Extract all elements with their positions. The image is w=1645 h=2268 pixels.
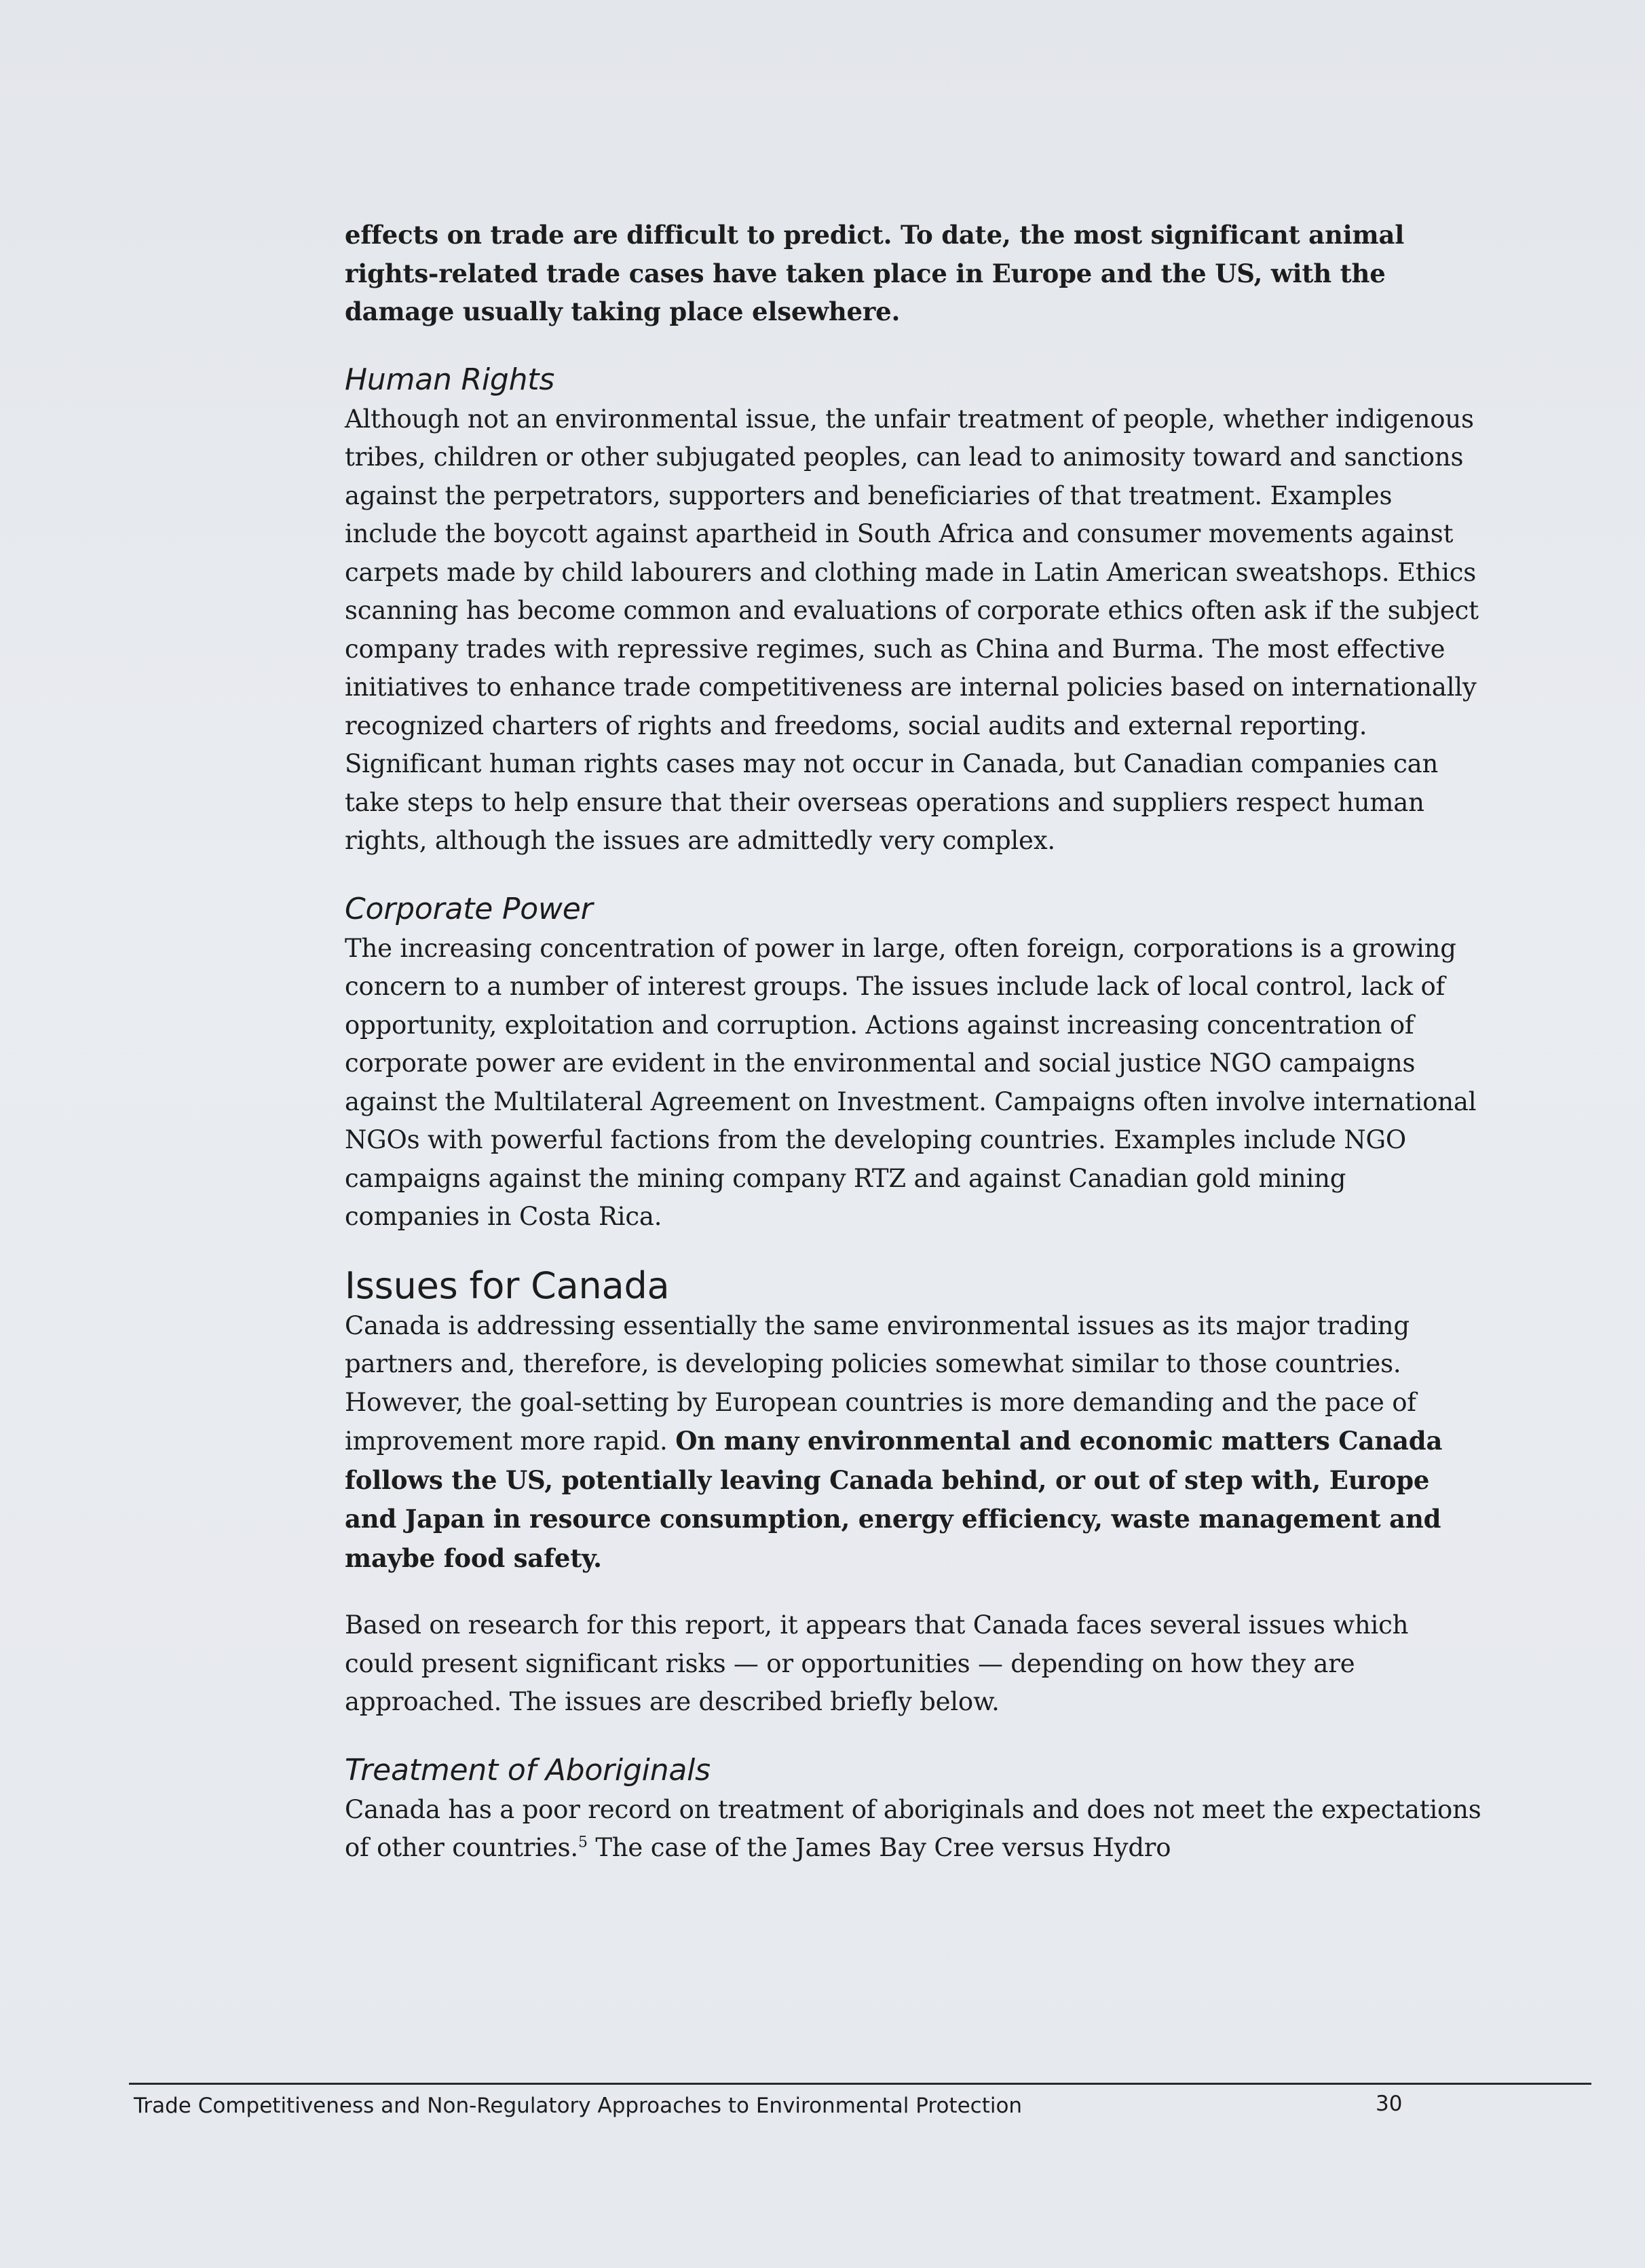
footer-title: Trade Competitiveness and Non-Regulatory Approaches to Environmental Protection [134,2094,1023,2118]
human-rights-heading: Human Rights [345,362,555,397]
human-rights-paragraph: Although not an environmental issue, the unfair treatment of people, whether indigenous tribes, children or other subjugated peoples, can lead to animosity toward and sanctions against the perpetrators, supporters and beneficiaries of that treatment. Examples include the boycott against apartheid in South Africa and consumer movements against carpets made by child labourers and clothing made in Latin American sweatshops. Ethics scanning has become common and evaluations of corporate ethics often ask if the subject company trades with repressive regimes, such as China and Burma. The most effective initiatives to enhance trade competitiveness are internal policies based on internationally recognized charters of rights and freedoms, social audits and external reporting. Significant human rights cases may not occur in Canada, but Canadian companies can take steps to help ensure that their overseas operations and suppliers respect human rights, although the issues are admittedly very complex. [345,404,1479,855]
issues-research-paragraph: Based on research for this report, it appears that Canada faces several issues which could present significant risks — or opportunities — depending on how they are approached. The issues are described briefly below. [345,1610,1409,1716]
issues-for-canada-paragraph [345,1307,1481,1579]
corporate-power-heading: Corporate Power [345,891,593,926]
page-number: 30 [1376,2092,1403,2116]
aboriginals-paragraph [345,1791,1481,1868]
footnote-reference[interactable]: 5 [578,1834,588,1851]
footer-divider [129,2083,1591,2085]
issues-for-canada-heading: Issues for Canada [345,1264,670,1307]
treatment-of-aboriginals-heading: Treatment of Aboriginals [345,1752,711,1788]
issues-bold-text: On many environmental and economic matters Canada follows the US, potentially leaving Canada behind, or out of step with, Europe and Japan in resource consumption, energy efficiency, waste management and maybe food safety. [345,1426,1443,1573]
document-body [345,216,1481,1868]
intro-paragraph: effects on trade are difficult to predict. To date, the most significant animal rights-related trade cases have taken place in Europe and the US, with the damage usually taking place elsewhere. [345,220,1405,326]
corporate-power-paragraph: The increasing concentration of power in large, often foreign, corporations is a growing concern to a number of interest groups. The issues include lack of local control, lack of opportunity, exploitation and corruption. Actions against increasing concentration of corporate power are evident in the environmental and social justice NGO campaigns against the Multilateral Agreement on Investment. Campaigns often involve international NGOs with powerful factions from the developing countries. Examples include NGO campaigns against the mining company RTZ and against Canadian gold mining companies in Costa Rica. [345,933,1477,1231]
aboriginals-text: Canada has a poor record on treatment of aboriginals and does not meet the expectations of other countries. [345,1794,1481,1862]
aboriginals-text-continued: The case of the James Bay Cree versus Hydro [587,1833,1171,1862]
issues-plain-text: Canada is addressing essentially the same environmental issues as its major trading partners and, therefore, is developing policies somewhat similar to those countries. However, the goal-setting by European countries is more demanding and the pace of improvement more rapid. [345,1310,1416,1456]
